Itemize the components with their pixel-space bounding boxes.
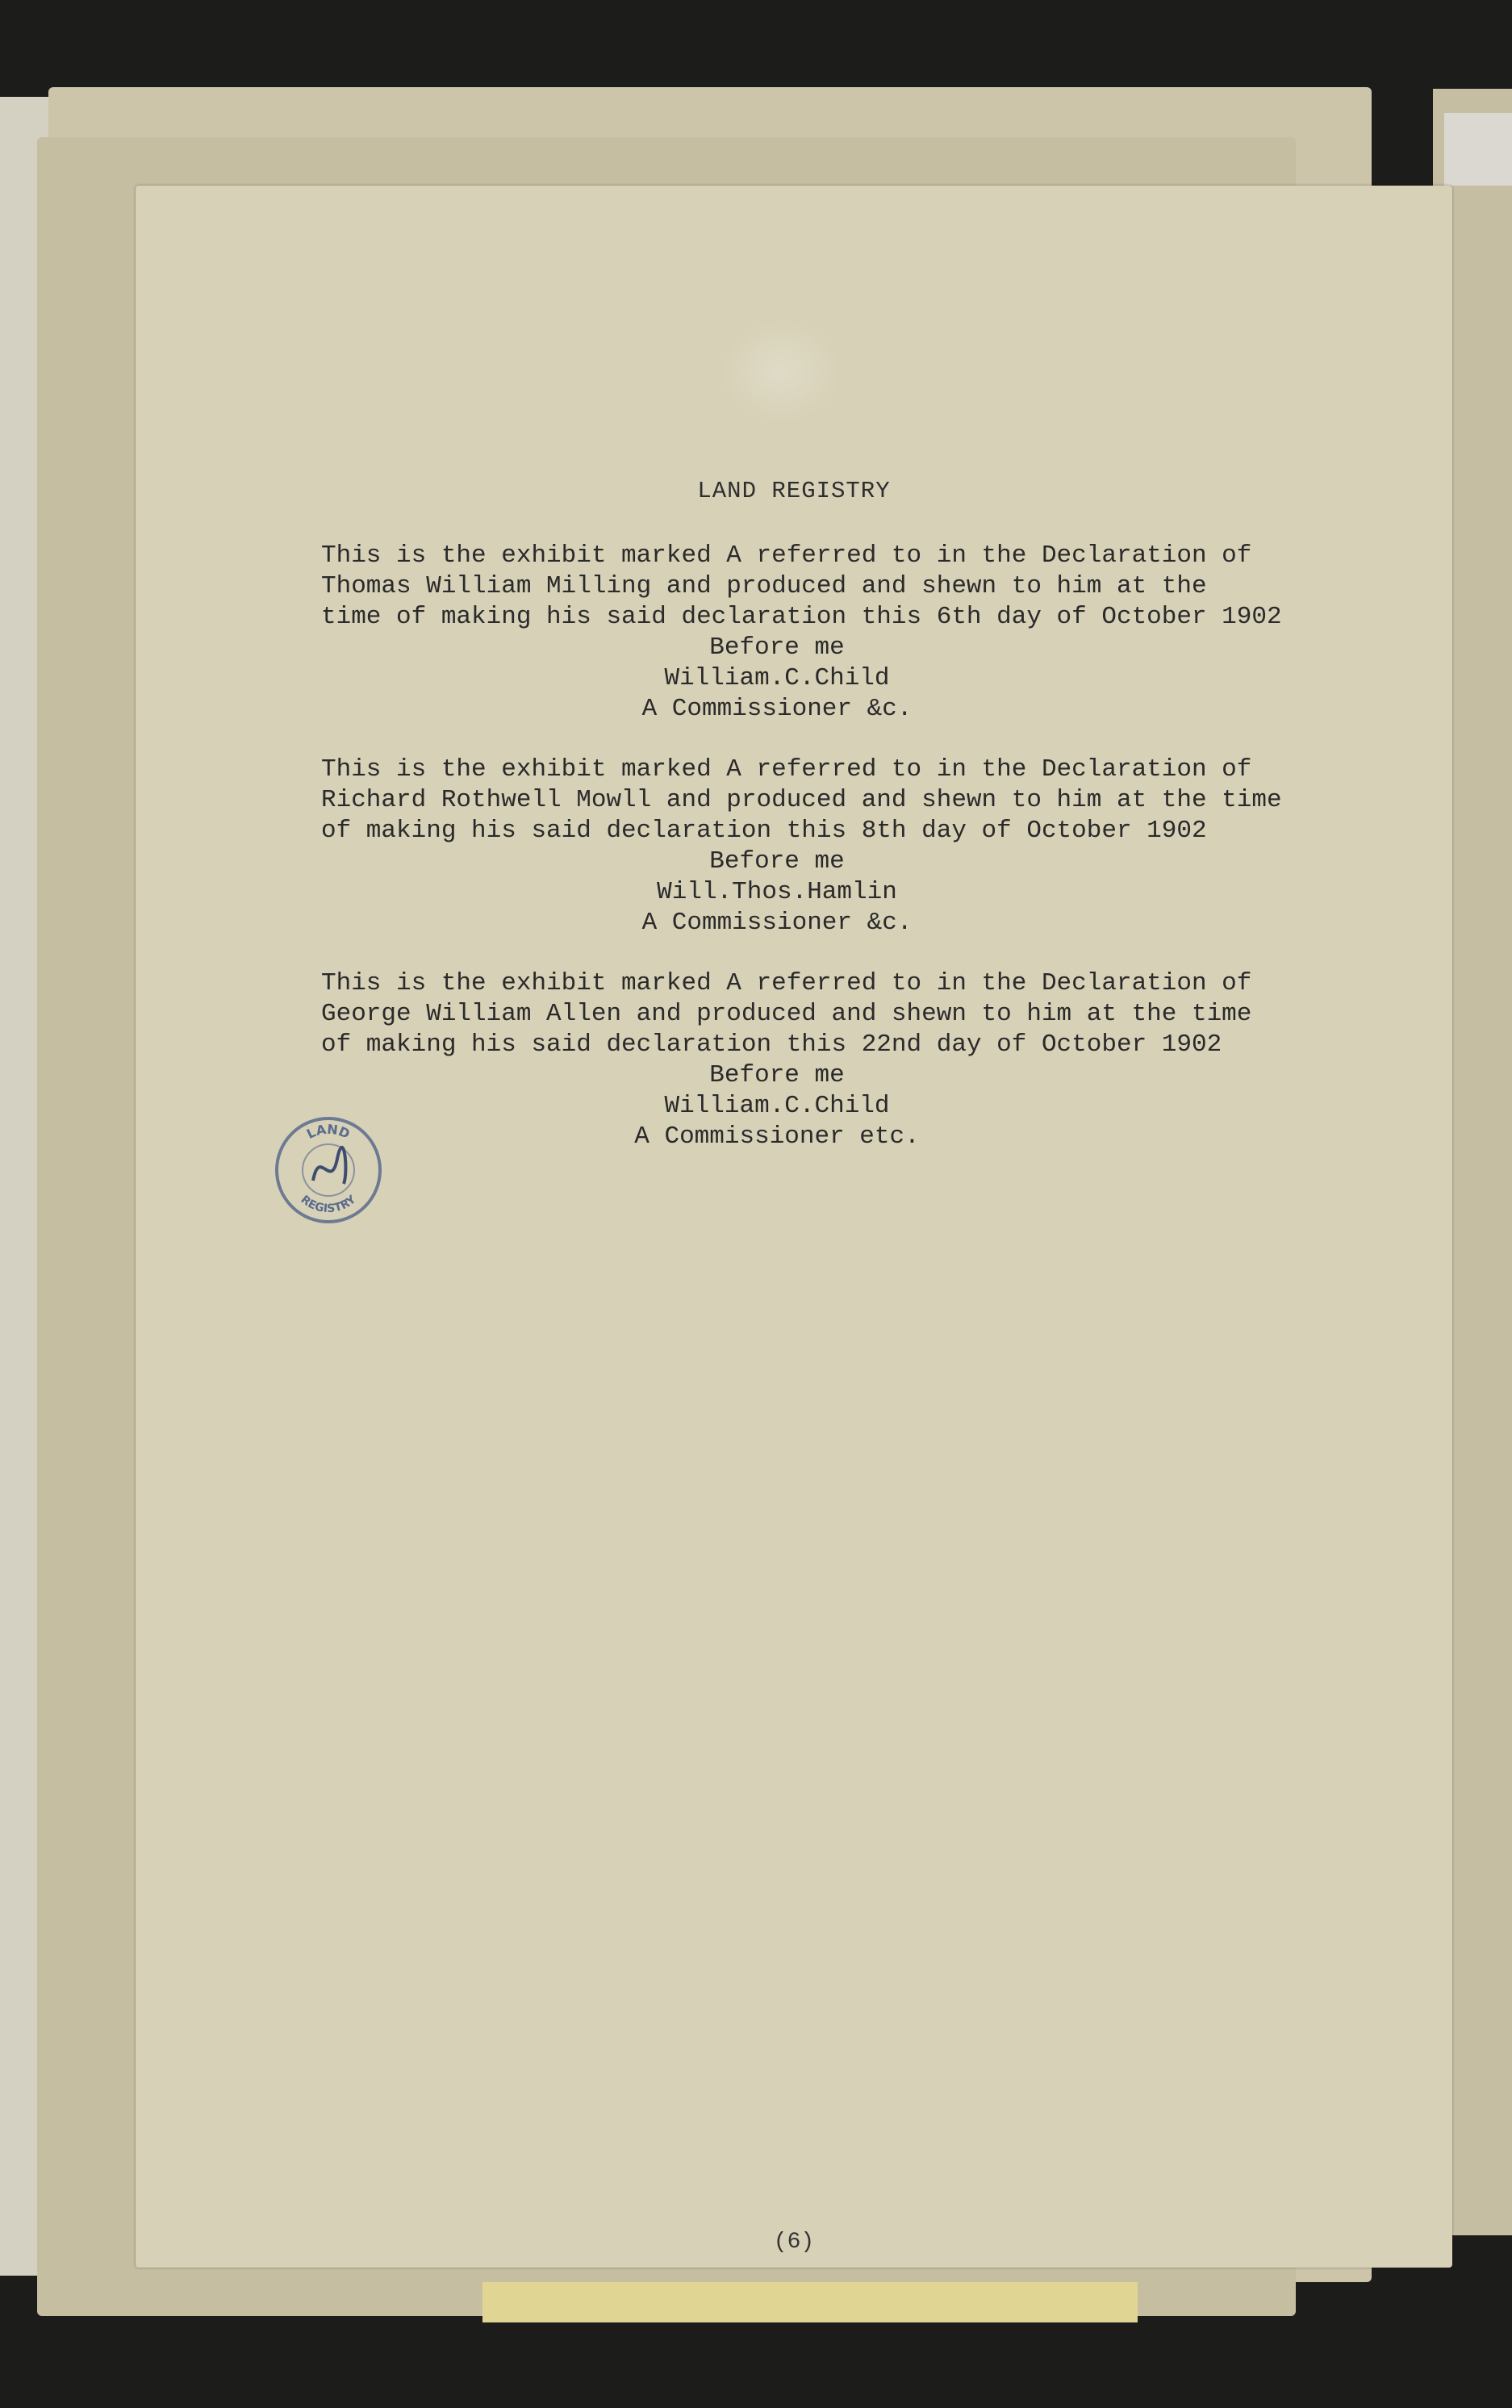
embossed-seal — [720, 319, 842, 424]
exhibit-entry — [321, 968, 1402, 1152]
commissioner-title: A Commissioner &c. — [641, 695, 913, 723]
entry-line: This is the exhibit marked A referred to in the Declaration of — [321, 969, 1252, 997]
exhibit-entry — [321, 541, 1402, 725]
svg-text:REGISTRY: REGISTRY — [298, 1193, 359, 1216]
adjacent-page-strip — [1444, 113, 1512, 186]
entry-line: This is the exhibit marked A referred to in the Declaration of — [321, 541, 1252, 570]
svg-text:LAND: LAND — [304, 1121, 353, 1142]
page-heading: LAND REGISTRY — [697, 478, 891, 504]
entry-line: time of making his said declaration this 6th day of October 1902 — [321, 603, 1282, 631]
entry-line: Richard Rothwell Mowll and produced and shewn to him at the time — [321, 786, 1282, 814]
exhibit-entry — [321, 755, 1402, 939]
land-registry-stamp — [273, 1114, 384, 1226]
commissioner-title: A Commissioner &c. — [641, 909, 913, 937]
document-page — [136, 186, 1452, 2268]
before-me-line: Before me — [709, 1061, 845, 1089]
paper-tab — [482, 2282, 1138, 2322]
entry-line: Thomas William Milling and produced and shewn to him at the — [321, 572, 1207, 600]
before-me-line: Before me — [709, 633, 845, 662]
signatory-name: William.C.Child — [664, 1092, 890, 1120]
entry-line: of making his said declaration this 22nd day of October 1902 — [321, 1031, 1222, 1059]
entry-line: of making his said declaration this 8th day of October 1902 — [321, 817, 1207, 845]
page-number: (6) — [773, 2230, 815, 2255]
commissioner-title: A Commissioner etc. — [634, 1122, 920, 1151]
entry-line: George William Allen and produced and shewn to him at the time — [321, 1000, 1252, 1028]
signatory-name: William.C.Child — [664, 664, 890, 692]
before-me-line: Before me — [709, 847, 845, 876]
entry-line: This is the exhibit marked A referred to in the Declaration of — [321, 755, 1252, 784]
signatory-name: Will.Thos.Hamlin — [657, 878, 897, 906]
